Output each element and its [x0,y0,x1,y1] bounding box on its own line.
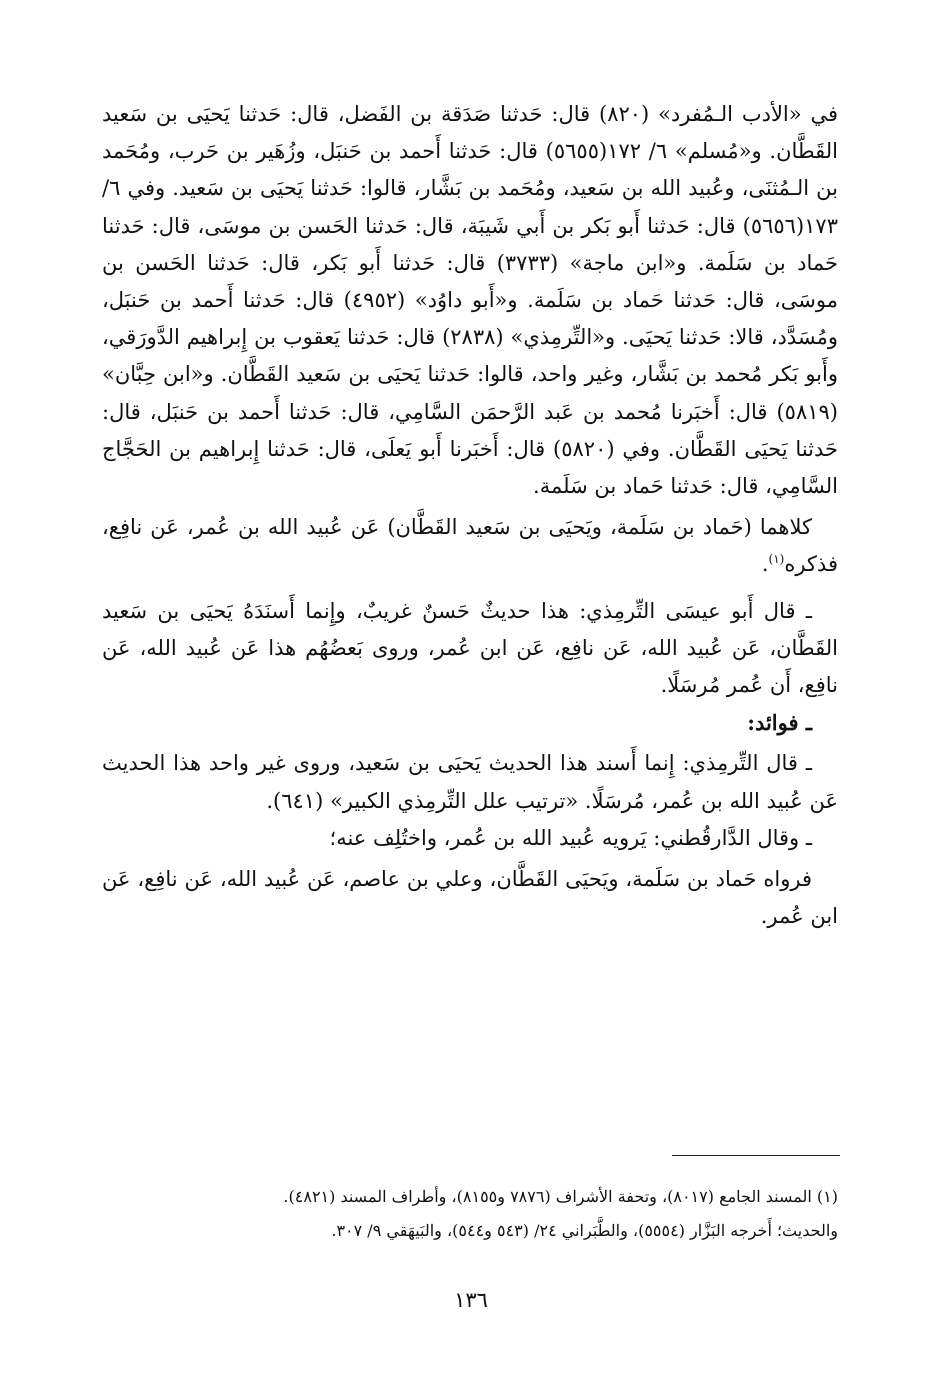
footnote-1: (١) المسند الجامع (٨٠١٧)، وتحفة الأشراف (٧٨٧٦ و٨١٥٥)، وأطراف المسند (٤٨٢١). [283,1187,838,1206]
page-number: ١٣٦ [454,1288,488,1312]
paragraph-both-narrators-text: كلاهما (حَماد بن سَلَمة، ويَحيَى بن سَعيد القَطَّان) عَن عُبيد الله بن عُمر، عَن نافِع، فذكره [102,515,838,577]
paragraph-takhrij: في «الأدب الـمُفرد» (٨٢٠) قال: حَدثنا صَدَقة بن الفَضل، قال: حَدثنا يَحيَى بن سَعيد القَطَّان. و«مُسلم» ٦/ ١٧٢(٥٦٥٥) قال: حَدثنا أَحمد بن حَنبَل، وزُهَير بن حَرب، ومُحَمد بن الـمُثنَى، وعُبيد الله بن سَعيد، ومُحَمد بن بَشَّار، قالوا: حَدثنا يَحيَى بن سَعيد. وفي ٦/ ١٧٣(٥٦٥٦) قال: حَدثنا أَبو بَكر بن أَبي شَيبَة، قال: حَدثنا الحَسن بن موسَى، قال: حَدثنا حَماد بن سَلَمة. و«ابن ماجة» (٣٧٣٣) قال: حَدثنا أَبو بَكر، قال: حَدثنا الحَسن بن موسَى، قال: حَدثنا حَماد بن سَلَمة. و«أَبو داوُد» (٤٩٥٢) قال: حَدثنا أَحمد بن حَنبَل، ومُسَدَّد، قالا: حَدثنا يَحيَى. و«التِّرمِذي» (٢٨٣٨) قال: حَدثنا يَعقوب بن إِبراهيم الدَّورَقي، وأَبو بَكر مُحمد بن بَشَّار، وغير واحد، قالوا: حَدثنا يَحيَى بن سَعيد القَطَّان. و«ابن حِبَّان» (٥٨١٩) قال: أَخبَرنا مُحمد بن عَبد الرَّحمَن السَّامِي، قال: حَدثنا أَحمد بن حَنبَل، قال: حَدثنا يَحيَى القَطَّان. وفي (٥٨٢٠) قال: أَخبَرنا أَبو يَعلَى، قال: حَدثنا إِبراهيم بن الحَجَّاج السَّامِي، قال: حَدثنا حَماد بن سَلَمة. [102,102,839,499]
paragraph-tirmidhi-ilal: ـ قال التِّرمِذي: إِنما أَسند هذا الحديث يَحيَى بن سَعيد، وروى غير واحد هذا الحديث عَن عُبيد الله بن عُمر، مُرسَلًا. «ترتيب علل التِّرمِذي الكبير» (٦٤١). [102,751,838,813]
section-heading-benefits: ـ فوائد: [747,710,812,736]
main-text [102,96,838,935]
footnotes [102,1180,838,1248]
paragraph-riwaya: فرواه حَماد بن سَلَمة، ويَحيَى القَطَّان، وعلي بن عاصم، عَن عُبيد الله، عَن نافِع، عَن ابن عُمر. [102,867,838,929]
paragraph-daraqutni: ـ وقال الدَّارقُطني: يَرويه عُبيد الله بن عُمر، واختُلِف عنه؛ [329,825,812,850]
paragraph-both-narrators [102,509,838,583]
footnote-divider [672,1155,840,1156]
paragraph-tirmidhi-comment: ـ قال أَبو عيسَى التِّرمِذي: هذا حديثٌ حَسنٌ غريبٌ، وإِنما أَسنَدَهُ يَحيَى بن سَعيد القَطَّان، عَن عُبيد الله، عَن نافِع، عَن ابن عُمر، وروى بَعضُهُم هذا عَن عُبيد الله، عَن نافِع، أَن عُمر مُرسَلًا. [102,598,838,698]
paragraph-both-narrators-end: . [761,552,769,577]
footnote-2: والحديث؛ أَخرجه البَزَّار (٥٥٥٤)، والطَّبَراني ٢٤/ (٥٤٣ و٥٤٤)، والبَيهَقي ٩/ ٣٠٧. [331,1221,838,1240]
page-body [102,96,838,935]
footnote-marker[interactable]: (١) [768,552,785,567]
